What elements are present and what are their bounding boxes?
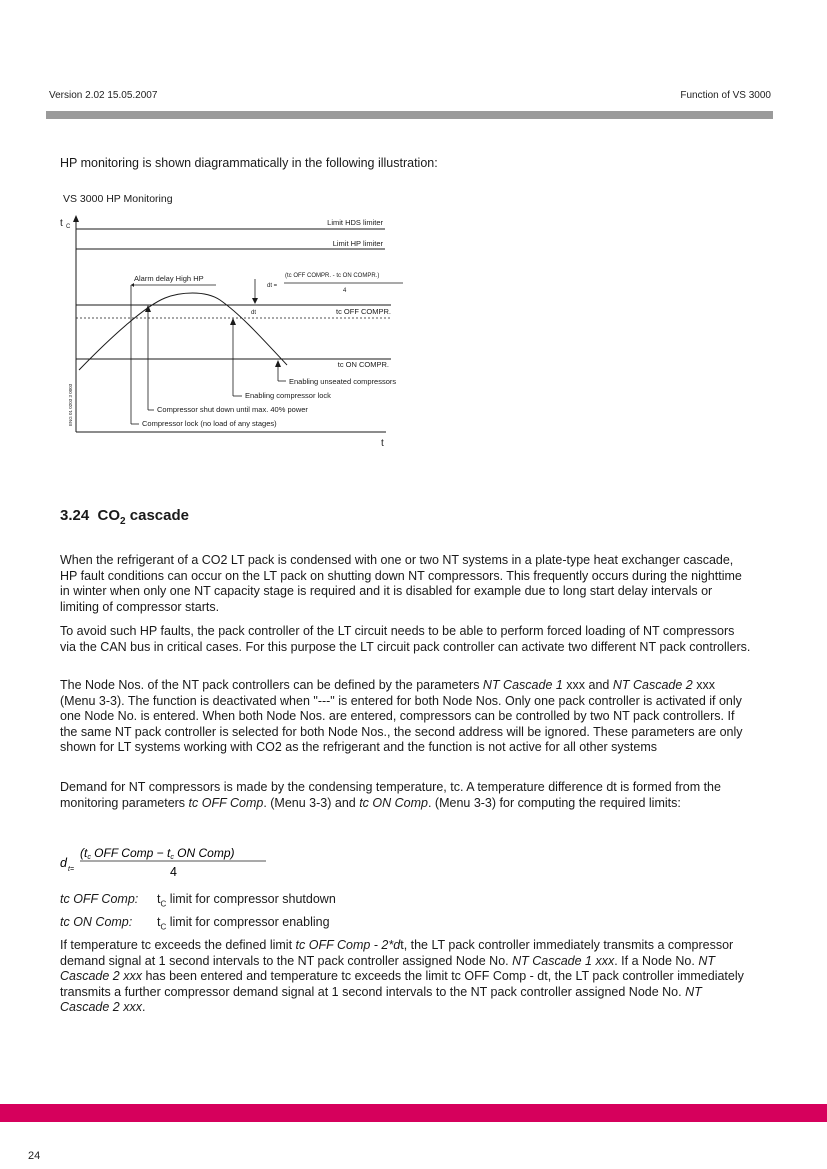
tc-off-label: tc OFF COMPR. [336, 307, 391, 316]
section-title-suffix: cascade [125, 507, 189, 524]
paragraph-4: Demand for NT compressors is made by the condensing temperature, tc. A temperature difference dt is formed from the monitoring parameters tc OFF Comp. (Menu 3-3) and tc ON Comp. (Menu 3-3) for computing the required limits: [60, 780, 721, 810]
formula-denominator: 4 [170, 865, 177, 879]
dt-eq-label: dt = [267, 283, 278, 289]
limit-hds-label: Limit HDS limiter [327, 218, 383, 227]
diagram-title: VS 3000 HP Monitoring [63, 193, 173, 205]
y-axis-label: t [60, 218, 63, 229]
formula-lhs-sub: t= [68, 866, 75, 873]
formula-lhs: d [60, 856, 67, 870]
alarm-delay-label: Alarm delay High HP [134, 274, 204, 283]
enabling-unseated-label: Enabling unseated compressors [289, 377, 397, 386]
paragraph-1: When the refrigerant of a CO2 LT pack is condensed with one or two NT systems in a plate-type heat exchanger cascade, HP fault conditions can occur on the LT pack on shutting down NT compressors. This frequently occurs during the nighttime in winter when only one NT capacity stage is required and it is disabled for example due to long start delay intervals or limiting of compressor starts. [60, 553, 742, 614]
section-title-sub: 2 [120, 516, 126, 527]
intro-text: HP monitoring is shown diagrammatically in the following illustration: [60, 156, 438, 170]
formula-numerator: (tc OFF Comp − tc ON Comp) [80, 846, 235, 861]
shutdown-label: Compressor shut down until max. 40% power [157, 405, 308, 414]
dt-formula [60, 844, 300, 884]
header-bar [46, 111, 773, 119]
dt-denominator: 4 [343, 288, 347, 294]
paragraph-5: If temperature tc exceeds the defined limit tc OFF Comp - 2*dt, the LT pack controller immediately transmits a compressor demand signal at 1 second intervals to the NT pack controller assigned Node No. NT Cascade 1 xxx. If a Node No. NT Cascade 2 xxx has been entered and temperature tc exceeds the limit tc OFF Comp - dt, the LT pack controller immediately transmits a further compressor demand signal at 1 second intervals to the NT pack controller assigned Node No. NT Cascade 2 xxx. [60, 938, 744, 1014]
section-number: 3.24 [60, 507, 90, 524]
y-axis-arrow [73, 215, 79, 222]
limit-hp-label: Limit HP limiter [332, 239, 383, 248]
section-title-prefix: CO [97, 507, 121, 524]
footer-bar [0, 1104, 827, 1122]
definition-tc-on: tc ON Comp: $t_C$ limit for compressor enabling [60, 915, 330, 932]
page-number: 24 [28, 1150, 41, 1162]
dt-numerator: (tc OFF COMPR. - tc ON COMPR.) [285, 273, 380, 279]
hp-monitoring-diagram [55, 188, 425, 453]
definition-tc-off: tc OFF Comp: $t_C$ limit for compressor shutdown [60, 892, 336, 909]
header-version: Version 2.02 15.05.2007 [49, 90, 158, 101]
paragraph-3: The Node Nos. of the NT pack controllers can be defined by the parameters NT Cascade 1 xxx and NT Cascade 2 xxx (Menu 3-3). The function is deactivated when "---" is entered for both Node Nos. Only one pack controller is activated if only one Node No. is entered. When both Node Nos. are entered, compressors can be controlled by two NT pack controllers. If the same NT pack controller is selected for both Node Nos., the second address will be ignored. These parameters are only shown for LT systems working with CO2 as the refrigerant and the function is not active for all other systems [60, 678, 743, 754]
paragraph-2: To avoid such HP faults, the pack controller of the LT circuit needs to be able to perform forced loading of NT compressors via the CAN bus in critical cases. For this purpose the LT circuit pack controller can activate two different NT pack controllers. [60, 624, 751, 654]
y-axis-subscript: C [66, 224, 71, 230]
tc-on-label: tc ON COMPR. [337, 360, 389, 369]
dt-small-label: dt [251, 310, 257, 316]
enabling-lock-label: Enabling compressor lock [245, 391, 331, 400]
header-section: Function of VS 3000 [680, 90, 771, 101]
x-axis-label: t [381, 438, 384, 449]
lock-label: Compressor lock (no load of any stages) [142, 419, 277, 428]
section-heading [60, 507, 189, 527]
diagram-side-code: ENG 01 0203 3 0003 [68, 383, 73, 426]
